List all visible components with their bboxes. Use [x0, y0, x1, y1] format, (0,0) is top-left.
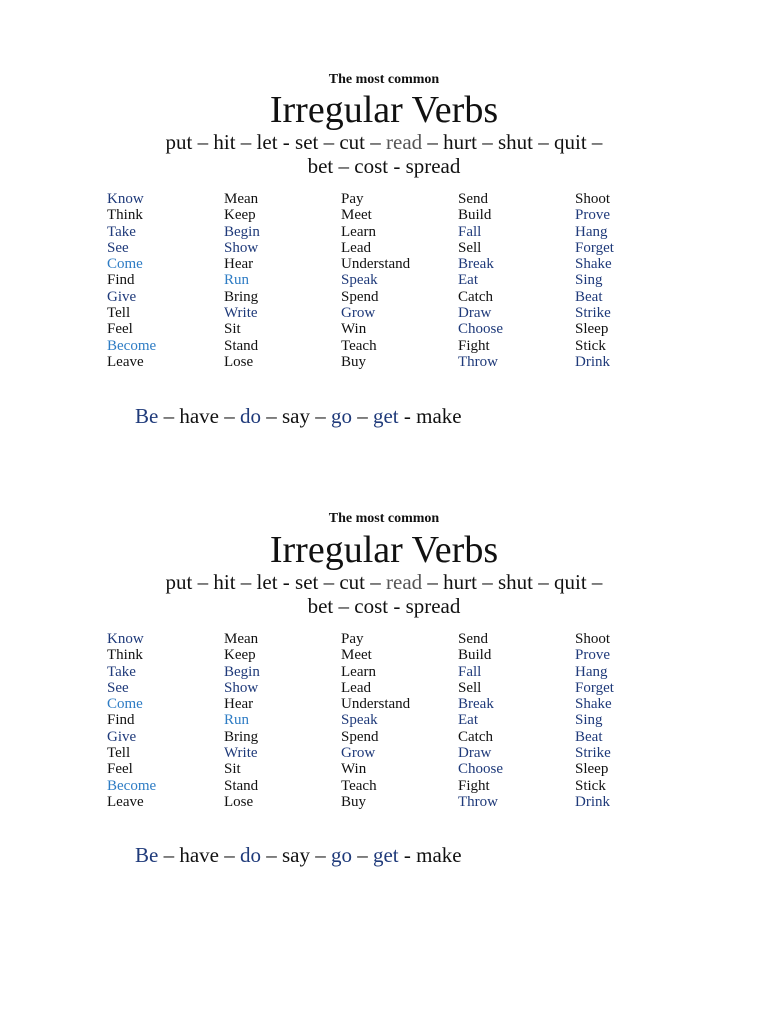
verb-word: Bring: [224, 288, 259, 305]
verb-word: Bring: [224, 728, 259, 745]
verb-word: Keep: [224, 647, 256, 664]
unchanged-verbs-line-2: bet – cost - spread: [307, 594, 461, 618]
verb-word: Keep: [224, 207, 256, 224]
verb-word: Break: [458, 696, 494, 713]
verb-run: read: [386, 570, 423, 594]
verb-run: – have –: [158, 404, 240, 428]
verb-run: go: [330, 843, 352, 867]
core-verbs-line: [135, 843, 462, 867]
verb-word: Learn: [341, 223, 376, 240]
page-title: Irregular Verbs: [269, 89, 499, 131]
verb-word: Drink: [575, 353, 610, 370]
verb-word: Pay: [341, 191, 364, 207]
verb-word: Sell: [458, 679, 482, 696]
verb-word: Fight: [458, 337, 490, 354]
verb-word: Fall: [458, 663, 482, 680]
verb-word: Stick: [575, 777, 606, 794]
verb-word: Drink: [575, 793, 610, 810]
subtitle: The most common: [328, 511, 440, 526]
verb-word: Hear: [224, 696, 254, 713]
verb-word: Throw: [458, 793, 498, 810]
verb-column: [575, 631, 614, 810]
verb-word: Think: [107, 207, 143, 224]
verb-word: Send: [458, 631, 488, 647]
verb-word: Meet: [341, 207, 372, 224]
verb-word: See: [107, 239, 129, 256]
verb-word: Beat: [575, 728, 603, 745]
verb-run: – have –: [158, 843, 240, 867]
verb-word: Sing: [575, 712, 603, 729]
verb-word: Draw: [458, 745, 492, 762]
verb-word: Learn: [341, 663, 376, 680]
verb-word: Begin: [224, 223, 260, 240]
verb-word: Hear: [224, 256, 254, 273]
verb-word: Stand: [224, 777, 259, 794]
unchanged-verbs-line-2: bet – cost - spread: [307, 154, 461, 178]
verb-column: [224, 631, 260, 810]
verb-run: - make: [398, 404, 462, 428]
verb-word: Shake: [575, 256, 612, 273]
verb-run: get: [372, 404, 399, 428]
verb-word: Grow: [341, 745, 376, 762]
verb-word: Come: [107, 696, 143, 713]
verb-word: Forget: [575, 679, 614, 696]
page-title: Irregular Verbs: [269, 529, 499, 571]
verb-word: Write: [224, 305, 258, 322]
verb-word: Spend: [341, 288, 379, 305]
verb-word: Hang: [575, 223, 608, 240]
verb-word: Become: [107, 777, 157, 794]
verb-word: Mean: [224, 191, 259, 207]
verb-column: [107, 631, 156, 810]
verb-run: Be: [135, 404, 159, 428]
verb-run: –: [351, 843, 373, 867]
verb-word: Tell: [107, 745, 131, 762]
verb-word: Shoot: [575, 631, 611, 647]
verb-word: Stand: [224, 337, 259, 354]
verb-word: Catch: [458, 728, 493, 745]
verb-word: Sit: [224, 321, 241, 338]
verb-word: Throw: [458, 353, 498, 370]
verb-word: Begin: [224, 663, 260, 680]
verb-word: Know: [107, 191, 144, 207]
verb-word: Eat: [458, 712, 478, 729]
verb-run: - make: [398, 843, 462, 867]
verb-word: Understand: [341, 256, 411, 273]
verb-run: – hurt – shut – quit –: [422, 130, 603, 154]
verb-word: Stick: [575, 337, 606, 354]
verb-word: Prove: [575, 647, 610, 664]
verb-word: Draw: [458, 305, 492, 322]
verb-run: get: [372, 843, 399, 867]
verb-word: Find: [107, 712, 135, 729]
verb-word: Sell: [458, 239, 482, 256]
verb-word: Feel: [107, 761, 133, 778]
verb-run: – say –: [260, 843, 331, 867]
verb-word: Break: [458, 256, 494, 273]
verb-word: Buy: [341, 353, 367, 370]
verb-run: put – hit – let - set – cut –: [165, 570, 387, 594]
verb-word: Fall: [458, 223, 482, 240]
verb-run: do: [239, 404, 261, 428]
verb-column: [341, 631, 410, 810]
unchanged-verbs-line-1: [0, 570, 768, 594]
verb-word: Come: [107, 256, 143, 273]
verb-word: Beat: [575, 288, 603, 305]
verb-word: Show: [224, 239, 259, 256]
verb-word: Grow: [341, 305, 376, 322]
verb-word: Understand: [341, 696, 411, 713]
verb-column: [458, 631, 503, 810]
verb-run: put – hit – let - set – cut –: [165, 130, 387, 154]
verb-word: Feel: [107, 321, 133, 338]
verb-word: Know: [107, 631, 144, 647]
verb-word: Choose: [458, 321, 503, 338]
verb-word: Mean: [224, 631, 259, 647]
verb-word: Take: [107, 223, 136, 240]
verb-word: Tell: [107, 305, 131, 322]
verb-word: Write: [224, 745, 258, 762]
verb-run: go: [330, 404, 352, 428]
verb-word: Teach: [341, 777, 377, 794]
verb-word: Find: [107, 272, 135, 289]
verb-run: –: [351, 404, 373, 428]
verb-run: Be: [135, 843, 159, 867]
verb-word: Eat: [458, 272, 478, 289]
verb-word: Hang: [575, 663, 608, 680]
verb-word: Sit: [224, 761, 241, 778]
verb-word: Spend: [341, 728, 379, 745]
verb-word: Sing: [575, 272, 603, 289]
verb-word: Choose: [458, 761, 503, 778]
verb-word: Win: [341, 761, 367, 778]
verb-word: Lead: [341, 679, 371, 696]
verb-word: Sleep: [575, 761, 609, 778]
verb-word: Run: [224, 272, 250, 289]
verb-word: Pay: [341, 631, 364, 647]
verb-run: – say –: [260, 404, 331, 428]
verb-word: Fight: [458, 777, 490, 794]
verb-word: Catch: [458, 288, 493, 305]
verb-word: Teach: [341, 337, 377, 354]
verb-word: Lose: [224, 793, 254, 810]
verb-word: Leave: [107, 793, 144, 810]
verb-word: Speak: [341, 712, 378, 729]
verb-word: Build: [458, 647, 492, 664]
subtitle: The most common: [328, 72, 440, 87]
verb-word: Shake: [575, 696, 612, 713]
verb-word: Give: [107, 288, 137, 305]
verb-run: – hurt – shut – quit –: [422, 570, 603, 594]
verb-word: Think: [107, 647, 143, 664]
verb-word: Leave: [107, 353, 144, 370]
verb-word: Meet: [341, 647, 372, 664]
verb-word: Buy: [341, 793, 367, 810]
verb-word: Show: [224, 679, 259, 696]
verb-word: Prove: [575, 207, 610, 224]
verb-word: Run: [224, 712, 250, 729]
verb-word: Strike: [575, 305, 611, 322]
verb-word: Become: [107, 337, 157, 354]
verb-word: Send: [458, 191, 488, 207]
verb-word: Give: [107, 728, 137, 745]
verb-word: Strike: [575, 745, 611, 762]
verb-word: Speak: [341, 272, 378, 289]
verb-word: See: [107, 679, 129, 696]
verb-word: Lose: [224, 353, 254, 370]
verb-word: Forget: [575, 239, 614, 256]
verb-word: Shoot: [575, 191, 611, 207]
verb-word: Build: [458, 207, 492, 224]
verb-word: Take: [107, 663, 136, 680]
verb-run: do: [239, 843, 261, 867]
verb-word: Win: [341, 321, 367, 338]
verb-run: read: [386, 130, 423, 154]
verb-word: Lead: [341, 239, 371, 256]
verb-word: Sleep: [575, 321, 609, 338]
